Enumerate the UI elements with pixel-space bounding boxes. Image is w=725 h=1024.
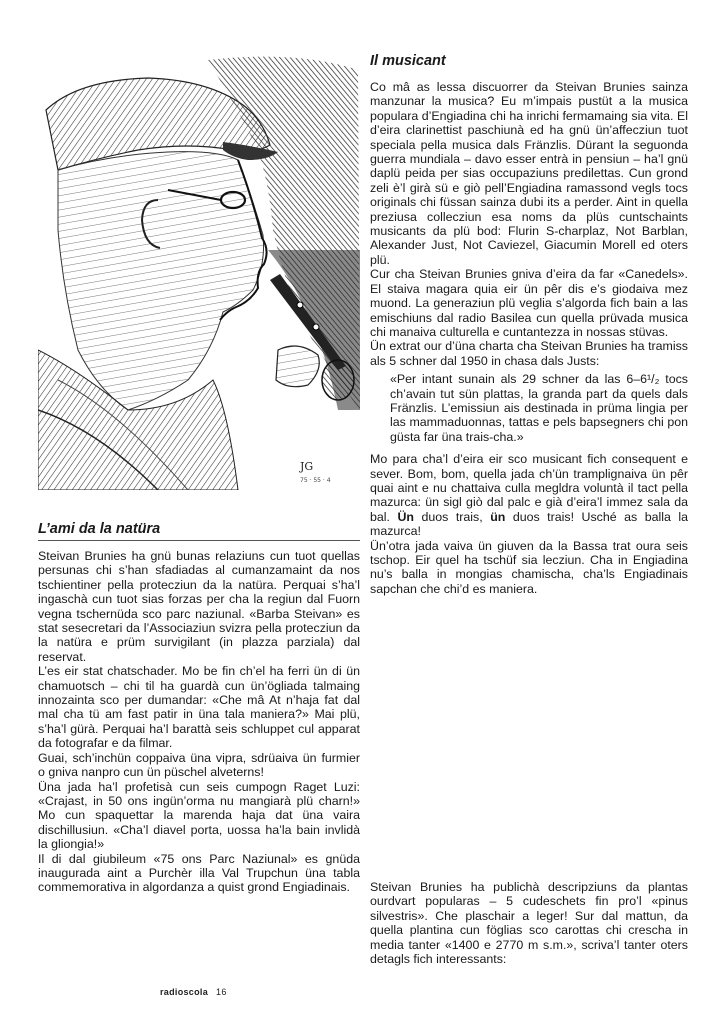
paragraph: Ün extrat our d’üna charta cha Steivan Brunies ha tramiss als 5 schner dal 1950 in chasa dals Justs: <box>370 339 688 368</box>
paragraph: Üna jada ha’l profetisà cun seis cumpogn Raget Luzi: «Crajast, in 50 ons ingün’orma nu mangiarà plü charn!» Mo cun spaquettar la marenda haja dat üna vaira dischillusiun. «Cha’l diavel porta, uossa ha’la bain invlidà la gliongia!» <box>38 779 360 852</box>
right-column <box>370 52 688 596</box>
section-title-nature: L’ami da la natüra <box>38 520 360 541</box>
paragraph: Steivan Brunies ha gnü bunas relaziuns cun tuot quellas persunas chi s’han sfadiadas al cumanzamaint da nos tschientiner pella protecziun da la natüra. Perquai s’ha’l ingaschà cun tuot sias forzas per cha la regiun dal Fuorn vegna tschernüda sco parc naziunal. «Barba Steivan» es stat sesecretari da l’Associaziun svizra pella protecziun da la natüra e prüm survigilant (in plazza parziala) dal reservat. <box>38 549 360 664</box>
portrait-sketch-icon <box>38 50 360 490</box>
portrait-illustration <box>38 50 360 490</box>
paragraph: Guai, sch’inchün coppaiva üna vipra, sdrüaiva ün furmier o gniva nanpro cun ün püschel alveterns! <box>38 750 360 780</box>
paragraph: Mo para cha’l d’eira eir sco musicant fich consequent e sever. Bom, bom, quella jada ch’ün tramplignaiva ün pêr quai aint e nu chattaiva culla megldra voluntà il tact pella mazurca: ün sigl giò dal palc e già d’eira’l immez sala da bal. Ün duos trais, ün duos trais! Usché as balla la mazurca! <box>370 452 689 539</box>
paragraph: L’es eir stat chatschader. Mo be fin ch’el ha ferri ün di ün chamuotsch – chi til ha guardà cun ün’ögliada talmaing innozainta sco per dumandar: «Che mâ At n’haja fat dal mal cha tü am fast patir in üna tala maniera?» Mai plü, s’ha’l gürà. Perquai ha’l barattà seis schluppet cul apparat da fotografar e da filmar. <box>38 664 360 751</box>
page-number: 16 <box>216 987 227 997</box>
right-column-bottom <box>370 880 688 966</box>
left-column <box>38 520 360 895</box>
svg-text:JG: JG <box>300 460 314 473</box>
paragraph: Il di dal giubileum «75 ons Parc Naziunal» es gnüda inaugurada aint a Purchèr illa Val Trupchun üna tabla commemorativa in algordanza a quist grond Engiadinais. <box>38 851 360 895</box>
section-title-musician: Il musicant <box>370 53 446 69</box>
paragraph: Ün’otra jada vaiva ün giuven da la Bassa trat oura seis tschop. Eir quel ha tschüf sia lecziun. Cha in Engiadina nu’s balla in mongias chamischa, cha’ls Engiadinais sapchan che chi’d es maniera. <box>370 538 688 596</box>
publication-name: radioscola <box>160 987 209 997</box>
paragraph: Co mâ as lessa discuorrer da Steivan Brunies sainza manzunar la musica? Eu m’impais pustüt a la musica populara d’Engiadina chi ha inrichi fermamaing sia vita. El d’eira clarinettist paschiunà ed ha gnü ün’affecziun tuot speciala pella musica dals Fränzlis. Dürant la seguonda guerra mundiala – davo esser entrà in pensiun – ha’l gnü daplü peida per sias occupaziuns predilettas. Cun grond zeli è’l girà sü e giò pell’Engiadina ramassond vegls tocs originals chi füssan sainza dubi its a perder. Aint in quella preziusa collecziun esa noms da plüs cuntschaints musicants da plü bod: Flurin S-charplaz, Not Barblan, Alexander Just, Not Caviezel, Giacumin Morell ed oters plü. <box>370 80 688 267</box>
paragraph: Steivan Brunies ha publichà descripziuns da plantas ourdvart popularas – 5 cudeschets fin pro’l «pinus silvestris». Che plaschair a leger! Sur dal mattun, da quella plantina cun föglias sco carottas chi crescha in media tanter «1400 e 2770 m s.m.», scriva’l tanter oters detagls fich interessants: <box>370 880 688 967</box>
letter-quote: «Per intant sunain als 29 schner da las 6–6¹/₂ tocs ch’avain tut sün plattas, la granda part da quels dals Fränzlis. L’emissiun ais destinada in prüma lingia per las mammaduonnas, tattas e pels bapsegners chi pon güsta far üna trais-cha.» <box>390 372 688 444</box>
svg-text:75 · 55 · 4: 75 · 55 · 4 <box>300 477 331 484</box>
paragraph: Cur cha Steivan Brunies gniva d’eira da far «Canedels». El staiva magara quia eir ün pêr dis e’s giodaiva mez muond. La generaziun plü veglia s’algorda fich bain a las emischiuns dal radio Basilea cun quella prüvada musica chi manaiva culturella e cuntantezza in nossas stüvas. <box>370 267 688 339</box>
page-footer <box>160 987 227 997</box>
